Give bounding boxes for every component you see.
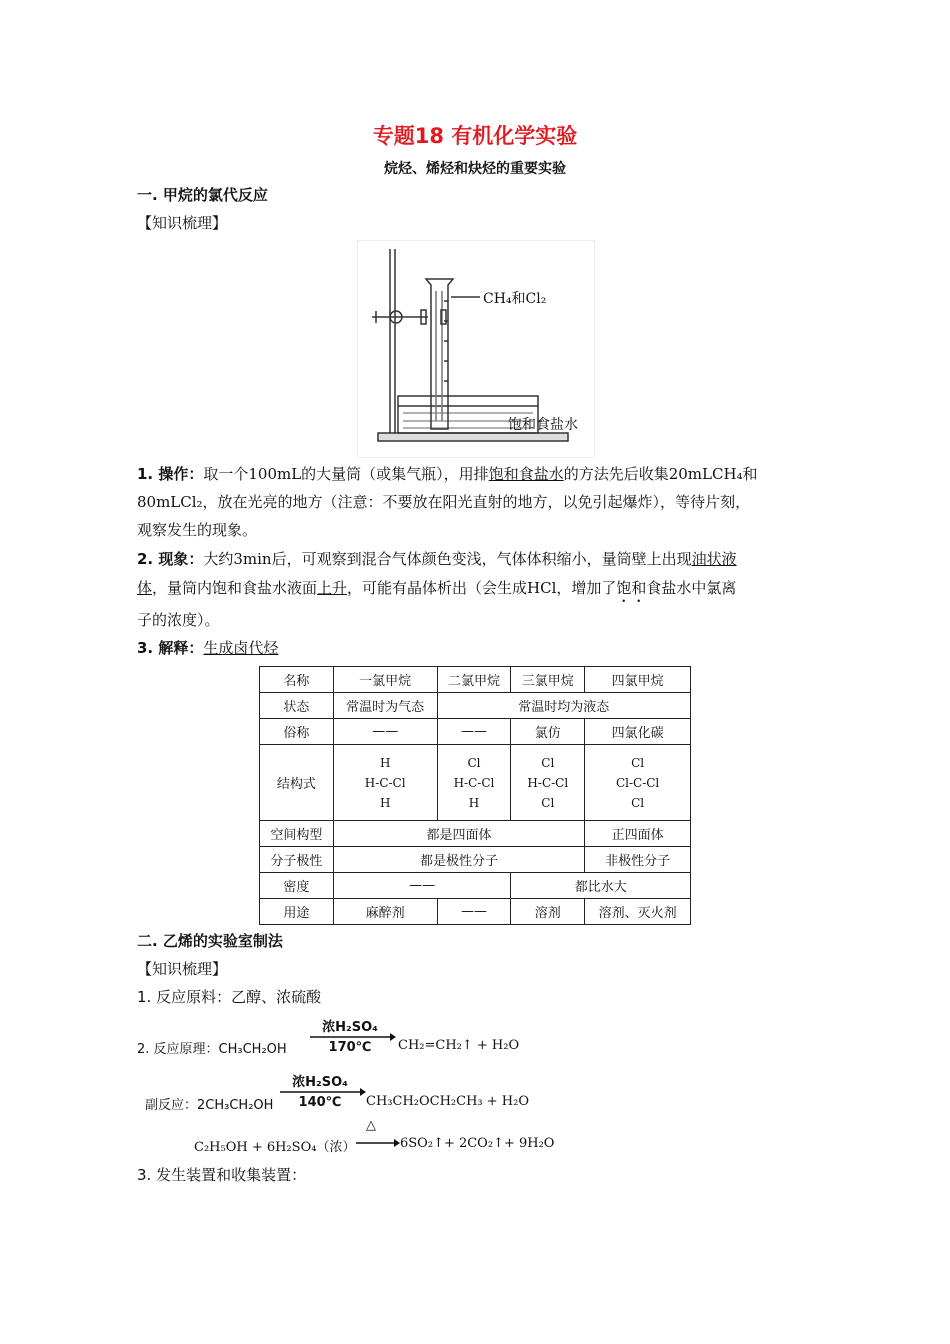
reaction-side2-condition: △ [366, 1118, 376, 1133]
structural-formula: Cl H-C-Cl H [437, 745, 511, 821]
structural-formula: Cl H-C-Cl Cl [511, 745, 585, 821]
table-cell: 四氯化碳 [585, 719, 691, 745]
reaction-main-product: CH₂=CH₂↑ + H₂O [398, 1038, 520, 1053]
item1-operation [137, 460, 817, 544]
item3-label: 3. 解释： [137, 639, 204, 657]
reaction-main-condition-top: 浓H₂SO₄ [322, 1020, 378, 1035]
table-row [260, 873, 691, 899]
item2-label: 2. 现象： [137, 550, 204, 568]
figure-label-gas: CH₄和Cl₂ [483, 291, 547, 307]
item1-label: 1. 操作： [137, 465, 204, 483]
table-cell: 结构式 [260, 745, 334, 821]
section1-heading: 一. 甲烷的氯代反应 [137, 186, 268, 204]
table-cell: 常温时为气态 [333, 693, 437, 719]
table-header-cell: 名称 [260, 667, 334, 693]
table-cell: 俗称 [260, 719, 334, 745]
reaction-main-condition-bottom: 170℃ [328, 1040, 372, 1055]
table-cell: 空间构型 [260, 821, 334, 847]
item2-text-d: 食盐水中氯离 [646, 579, 737, 597]
section2-heading: 二. 乙烯的实验室制法 [137, 932, 283, 950]
table-cell: —— [437, 899, 511, 925]
table-cell: 溶剂 [511, 899, 585, 925]
item1-text-a: 取一个100mL的大量筒（或集气瓶），用排 [203, 465, 489, 483]
section2-item1: 1. 反应原料：乙醇、浓硫酸 [137, 988, 322, 1006]
figure-label-water: 饱和食盐水 [508, 417, 578, 433]
table-cell: —— [333, 719, 437, 745]
item2-underline3: 上升 [317, 579, 348, 597]
item1-line3: 观察发生的现象。 [137, 521, 258, 539]
table-cell: 都是极性分子 [333, 847, 584, 873]
item3-underline: 生成卤代烃 [203, 639, 279, 657]
table-header-cell: 四氯甲烷 [585, 667, 691, 693]
methane-chlorination-figure [357, 240, 595, 458]
item3-explanation [137, 634, 817, 662]
table-row [260, 745, 691, 821]
structural-formula: H H-C-Cl H [333, 745, 437, 821]
section2-item3: 3. 发生装置和收集装置： [137, 1166, 307, 1184]
table-cell: 常温时均为液态 [437, 693, 690, 719]
reaction-side-reactant: 副反应：2CH₃CH₂OH [145, 1098, 274, 1113]
table-cell: 都比水大 [511, 873, 691, 899]
reaction-side2-product: 6SO₂↑+ 2CO₂↑+ 9H₂O [400, 1136, 555, 1151]
table-cell: 非极性分子 [585, 847, 691, 873]
table-cell: 分子极性 [260, 847, 334, 873]
table-row [260, 719, 691, 745]
item2-underline2: 体 [137, 579, 153, 597]
structural-formula: Cl Cl-C-Cl Cl [585, 745, 691, 821]
table-row [260, 821, 691, 847]
reaction-side-product: CH₃CH₂OCH₂CH₃ + H₂O [366, 1094, 530, 1109]
reaction-side2-reactant: C₂H₅OH + 6H₂SO₄（浓） [194, 1140, 356, 1155]
item2-emphasis: 饱和 [616, 579, 647, 597]
reaction-side-condition-top: 浓H₂SO₄ [292, 1075, 348, 1090]
table-cell: 状态 [260, 693, 334, 719]
reaction-side-condition-bottom: 140℃ [298, 1095, 342, 1110]
apparatus-drawing [358, 241, 594, 457]
item2-text-c: ，可能有晶体析出（会生成HCl，增加了 [347, 579, 617, 597]
item1-underline: 饱和食盐水 [488, 465, 564, 483]
item2-text-b: ，量筒内饱和食盐水液面 [152, 579, 318, 597]
page-title: 专题18 有机化学实验 [372, 124, 578, 148]
table-header-cell: 一氯甲烷 [333, 667, 437, 693]
item2-underline1: 油状液 [691, 550, 737, 568]
table-cell: 溶剂、灭火剂 [585, 899, 691, 925]
table-row [260, 693, 691, 719]
table-cell: 密度 [260, 873, 334, 899]
table-row [260, 899, 691, 925]
table-cell: 用途 [260, 899, 334, 925]
table-cell: 都是四面体 [333, 821, 584, 847]
table-cell: —— [333, 873, 511, 899]
item2-line3: 子的浓度）。 [137, 611, 220, 629]
page-subtitle: 烷烃、烯烃和炔烃的重要实验 [384, 161, 566, 177]
table-cell: 氯仿 [511, 719, 585, 745]
table-row [260, 847, 691, 873]
item2-phenomenon [137, 545, 817, 635]
table-cell: 麻醉剂 [333, 899, 437, 925]
table-row [260, 667, 691, 693]
section1-knowledge-label: 【知识梳理】 [137, 214, 228, 232]
item2-text-a: 大约3min后，可观察到混合气体颜色变浅，气体体积缩小，量筒壁上出现 [203, 550, 692, 568]
section2-knowledge-label: 【知识梳理】 [137, 960, 228, 978]
item1-text-b: 的方法先后收集20mLCH₄和 [563, 465, 758, 483]
table-header-cell: 二氯甲烷 [437, 667, 511, 693]
chloromethane-table [259, 666, 691, 925]
reaction-arrow-icon [356, 1139, 400, 1147]
reaction-main-reactant: 2. 反应原理：CH₃CH₂OH [137, 1042, 287, 1057]
item1-line2: 80mLCl₂，放在光亮的地方（注意：不要放在阳光直射的地方，以免引起爆炸），等待片刻， [137, 493, 751, 511]
table-cell: 正四面体 [585, 821, 691, 847]
table-cell: —— [437, 719, 511, 745]
table-header-cell: 三氯甲烷 [511, 667, 585, 693]
